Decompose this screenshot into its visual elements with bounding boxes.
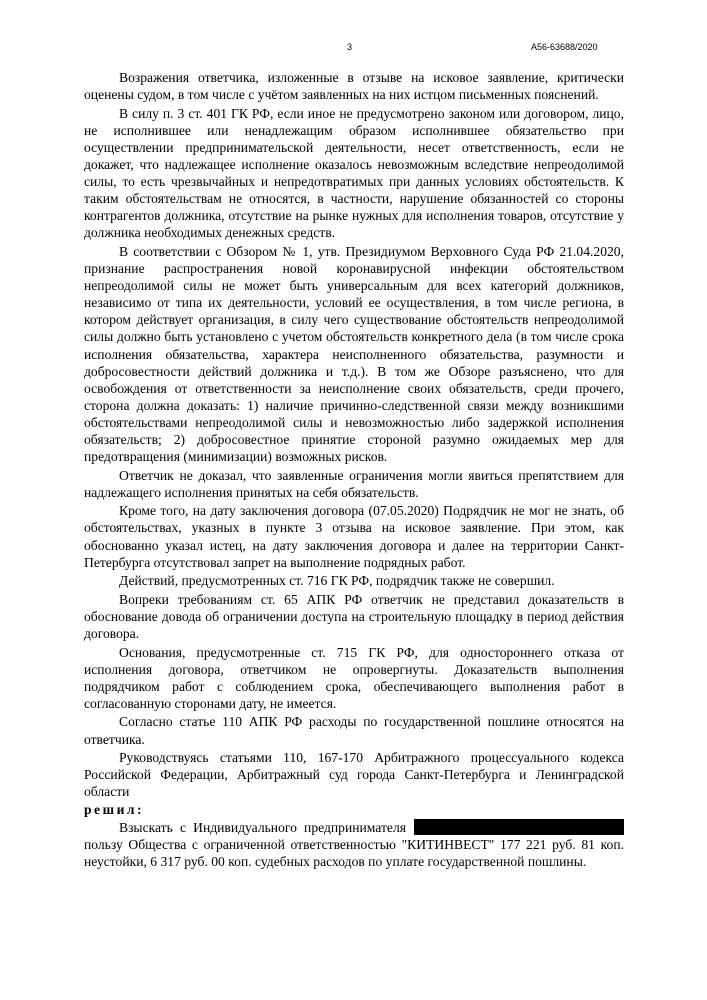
- paragraph-review-1: В соответствии с Обзором № 1, утв. Президиумом Верховного Суда РФ 21.04.2020, признание распространения новой коронавирусной инфекции обстоятельством непреодолимой силы не может быть универсальным для всех категорий должников, независимо от типа их деятельности, условий ее осуществления, в том числе региона, в котором действует организация, в силу чего существование обстоятельств непреодолимой силы должно быть установлено с учетом обстоятельств конкретного дела (в том числе срока исполнения обязательства, характера неисполненного обязательства, разумности и добросовестности действий должника и т.д.). В том же Обзоре разъяснено, что для освобождения от ответственности за неисполнение своих обязательств, среди прочего, сторона должна доказать: 1) наличие причинно-следственной связи между возникшими обстоятельствами непреодолимой силы и невозможностью либо задержкой исполнения обязательств; 2) добросовестное принятие стороной разумно ожидаемых мер для предотвращения (минимизации) возможных рисков.: [84, 243, 624, 465]
- redaction-bar: [414, 819, 624, 835]
- document-body: [84, 69, 624, 870]
- paragraph-article-715: Основания, предусмотренные ст. 715 ГК РФ, для одностороннего отказа от исполнения договора, ответчиком не опровергнуты. Доказательств выполнения подрядчиком работ с соблюдением срока, обеспечивающего выполнения работ в согласованную сторонами дату, не имеется.: [84, 644, 624, 711]
- case-number: А56-63688/2020: [531, 42, 598, 52]
- paragraph-objections: Возражения ответчика, изложенные в отзыве на исковое заявление, критически оценены судом, в том числе с учётом заявленных на них истцом письменных пояснений.: [84, 70, 624, 103]
- paragraph-guided-by: Руководствуясь статьями 110, 167-170 Арбитражного процессуального кодекса Российской Федерации, Арбитражный суд города Санкт-Петербурга и Ленинградской области: [84, 750, 624, 800]
- paragraph-article-716: Действий, предусмотренных ст. 716 ГК РФ, подрядчик также не совершил.: [119, 573, 555, 589]
- paragraph-article-401: В силу п. 3 ст. 401 ГК РФ, если иное не предусмотрено законом или договором, лицо, не исполнившее или ненадлежащим образом исполнившее обязательство при осуществлении предпринимательской деятельности, несет ответственность, если не докажет, что надлежащее исполнение оказалось невозможным вследствие непреодолимой силы, то есть чрезвычайных и непредотвратимых при данных условиях обстоятельств. К таким обстоятельствам не относятся, в частности, нарушение обязанностей со стороны контрагентов должника, отсутствие на рынке нужных для исполнения товаров, отсутствие у должника необходимых денежных средств.: [84, 105, 624, 241]
- paragraph-ruling: [84, 819, 624, 870]
- page-number: 3: [347, 42, 353, 52]
- paragraph-contract-date: Кроме того, на дату заключения договора (07.05.2020) Подрядчик не мог не знать, об обстоятельствах, указных в пункте 3 отзыва на исковое заявление. При этом, как обоснованно указал истец, на дату заключения договора и далее на территории Санкт-Петербурга отсутствовал запрет на выполнение подрядных работ.: [84, 503, 624, 570]
- paragraph-article-65: Вопреки требованиям ст. 65 АПК РФ ответчик не представил доказательств в обоснование довода об ограничении доступа на строительную площадку в период действия договора.: [84, 591, 624, 641]
- decision-heading: решил:: [84, 802, 145, 818]
- paragraph-article-110: Согласно статье 110 АПК РФ расходы по государственной пошлине относятся на ответчика.: [84, 714, 624, 747]
- paragraph-not-proven: Ответчик не доказал, что заявленные ограничения могли явиться препятствием для надлежащего исполнения принятых на себя обязательств.: [84, 467, 624, 500]
- ruling-lead: Взыскать с Индивидуального предпринимателя: [119, 819, 406, 835]
- ruling-rest: пользу Общества с ограниченной ответственностью "КИТИНВЕСТ" 177 221 руб. 81 коп. неустойки, 6 317 руб. 00 коп. судебных расходов по уплате государственной пошлины.: [84, 836, 624, 869]
